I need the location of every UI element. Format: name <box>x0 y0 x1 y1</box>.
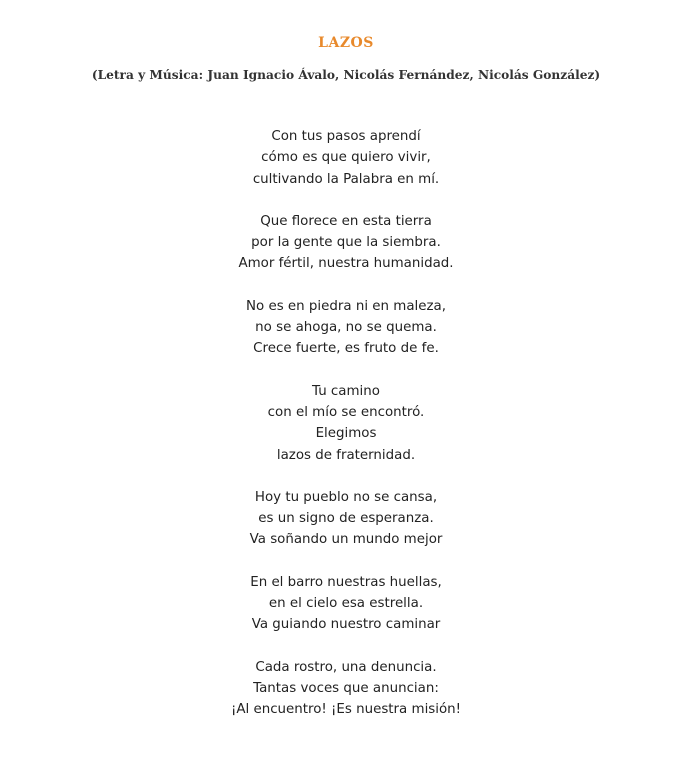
lyric-line: Va guiando nuestro caminar <box>251 617 441 633</box>
lyric-line: ¡Al encuentro! ¡Es nuestra misión! <box>230 702 462 718</box>
lyric-line: Tantas voces que anuncian: <box>253 680 439 696</box>
lyric-line: Con tus pasos aprendí <box>271 129 421 144</box>
lyric-line: por la gente que la siembra. <box>251 235 441 251</box>
stanza-3 <box>0 296 692 360</box>
stanza-2 <box>0 211 692 275</box>
song-title: LAZOS <box>318 35 374 51</box>
lyric-line: Crece fuerte, es fruto de fe. <box>253 341 439 357</box>
lyric-line: cómo es que quiero vivir, <box>261 150 431 166</box>
lyric-line: Que florece en esta tierra <box>260 213 432 229</box>
stanza-6 <box>0 572 692 636</box>
stanza-1 <box>0 126 692 190</box>
lyric-line: Va soñando un mundo mejor <box>249 532 443 548</box>
stanza-4 <box>0 381 692 466</box>
lyric-line: con el mío se encontró. <box>267 404 425 420</box>
lyric-line: no se ahoga, no se quema. <box>255 320 437 336</box>
stanza-7 <box>0 657 692 721</box>
stanza-5 <box>0 487 692 551</box>
lyric-line: es un signo de esperanza. <box>258 511 434 527</box>
lyrics-body <box>0 126 692 742</box>
lyric-line: Tu camino <box>312 383 380 399</box>
lyric-line: cultivando la Palabra en mí. <box>252 171 440 187</box>
lyric-line: Cada rostro, una denuncia. <box>255 659 437 675</box>
lyric-line: Hoy tu pueblo no se cansa, <box>254 489 438 505</box>
lyric-line: En el barro nuestras huellas, <box>250 574 442 590</box>
lyric-line: en el cielo esa estrella. <box>268 596 424 612</box>
lyric-line: lazos de fraternidad. <box>276 447 416 463</box>
lyric-line: Elegimos <box>315 426 377 442</box>
song-credits: (Letra y Música: Juan Ignacio Ávalo, Nicolás Fernández, Nicolás González) <box>91 68 601 82</box>
lyric-line: No es en piedra ni en maleza, <box>246 298 446 314</box>
lyric-line: Amor fértil, nuestra humanidad. <box>238 256 454 272</box>
